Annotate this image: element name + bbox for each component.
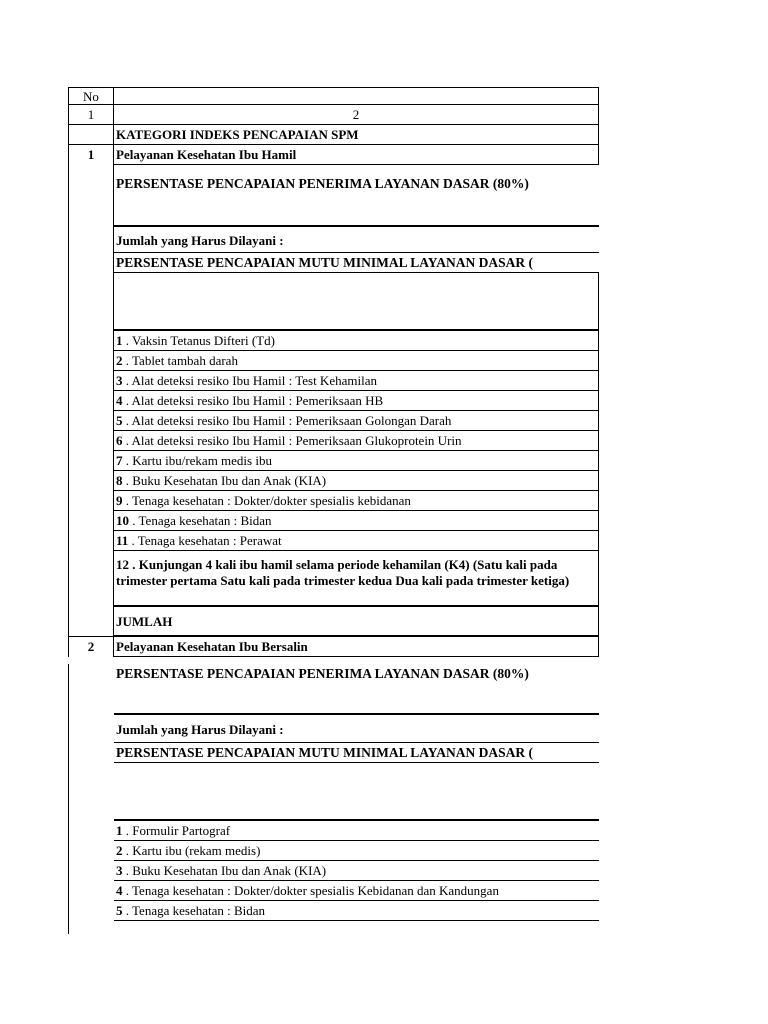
item-number: 7 — [116, 453, 123, 468]
section-1-jumlah-row — [68, 607, 599, 637]
section-1-item-12: 12 . Kunjungan 4 kali ibu hamil selama periode kehamilan (K4) (Satu kali pada trimester pertama Satu kali pada trimester kedua Dua kali pada trimester ketiga) — [114, 551, 599, 607]
list-item — [68, 391, 599, 411]
list-item — [68, 371, 599, 391]
section-1-jumlah-dilayani: Jumlah yang Harus Dilayani : — [114, 225, 599, 253]
section-1-blank-row — [68, 273, 599, 331]
item-text — [114, 511, 599, 531]
category-title: KATEGORI INDEKS PENCAPAIAN SPM — [114, 125, 599, 145]
item-number: 10 — [116, 513, 129, 528]
section-2-number: 2 — [68, 637, 114, 657]
item-label: . Buku Kesehatan Ibu dan Anak (KIA) — [122, 473, 327, 488]
item-text — [114, 351, 599, 371]
section-1-dasar-row — [68, 165, 599, 225]
spm-table — [68, 87, 599, 921]
section-2-jumlah-dilayani-row — [68, 713, 599, 743]
item-text — [114, 451, 599, 471]
section-1-number: 1 — [68, 145, 114, 165]
section-2-persentase-dasar: PERSENTASE PENCAPAIAN PENERIMA LAYANAN DASAR (80%) — [116, 666, 529, 681]
item-number: 1 — [116, 333, 123, 348]
item-text — [114, 331, 599, 351]
item-label: . Tenaga kesehatan : Bidan — [129, 513, 272, 528]
col-index-1: 1 — [68, 105, 114, 125]
item-label: . Tenaga kesehatan : Dokter/dokter spesialis kebidanan — [122, 493, 411, 508]
list-item — [68, 351, 599, 371]
item-number: 2 — [116, 843, 123, 858]
list-item — [68, 531, 599, 551]
section-2-persentase-mutu: PERSENTASE PENCAPAIAN MUTU MINIMAL LAYANAN DASAR ( — [114, 743, 599, 763]
item-label: . Alat deteksi resiko Ibu Hamil : Pemeriksaan Golongan Darah — [122, 413, 452, 428]
item-text — [114, 881, 599, 901]
section-1-title: Pelayanan Kesehatan Ibu Hamil — [114, 145, 599, 165]
blank-header — [114, 87, 599, 105]
list-item — [68, 331, 599, 351]
item-number: 1 — [116, 823, 123, 838]
section-1-title-row — [68, 145, 599, 165]
item-number: 5 — [116, 903, 123, 918]
section-2-dasar-row — [68, 657, 599, 713]
item-text — [114, 821, 599, 841]
section-1-jumlah-dilayani-row — [68, 225, 599, 253]
item-label: . Tenaga kesehatan : Dokter/dokter spesialis Kebidanan dan Kandungan — [122, 883, 499, 898]
item-label: . Tenaga kesehatan : Perawat — [128, 533, 282, 548]
item-label: . Buku Kesehatan Ibu dan Anak (KIA) — [122, 863, 327, 878]
list-item — [68, 471, 599, 491]
list-item — [68, 901, 599, 921]
section-2-title-row — [68, 637, 599, 657]
section-1-mutu-row — [68, 253, 599, 273]
header-row-no — [68, 87, 599, 105]
item-number: 2 — [116, 353, 123, 368]
section-2-blank-row — [68, 763, 599, 821]
item-number: 4 — [116, 883, 123, 898]
section-1-persentase-dasar: PERSENTASE PENCAPAIAN PENERIMA LAYANAN DASAR (80%) — [116, 176, 529, 191]
list-item — [68, 511, 599, 531]
item-text — [114, 471, 599, 491]
list-item — [68, 491, 599, 511]
item-text — [114, 391, 599, 411]
item-number: 3 — [116, 373, 123, 388]
list-item — [68, 841, 599, 861]
item-text — [114, 491, 599, 511]
item-text — [114, 901, 599, 921]
list-item — [68, 411, 599, 431]
item-number: 3 — [116, 863, 123, 878]
item-text — [114, 841, 599, 861]
section-2-items — [68, 821, 599, 921]
section-2-left-rule — [68, 664, 69, 934]
category-row — [68, 125, 599, 145]
section-2-title: Pelayanan Kesehatan Ibu Bersalin — [114, 637, 599, 657]
section-1-items — [68, 331, 599, 551]
header-row-index — [68, 105, 599, 125]
item-number: 6 — [116, 433, 123, 448]
item-label: . Alat deteksi resiko Ibu Hamil : Pemeriksaan HB — [122, 393, 384, 408]
item-number: 11 — [116, 533, 129, 548]
item-label: . Alat deteksi resiko Ibu Hamil : Test Kehamilan — [122, 373, 377, 388]
section-1-jumlah: JUMLAH — [114, 607, 599, 637]
item-number: 8 — [116, 473, 123, 488]
list-item — [68, 881, 599, 901]
list-item — [68, 861, 599, 881]
no-header: No — [68, 87, 114, 105]
section-2-jumlah-dilayani: Jumlah yang Harus Dilayani : — [114, 713, 599, 743]
item-text — [114, 371, 599, 391]
item-text — [114, 411, 599, 431]
item-label: . Tablet tambah darah — [122, 353, 238, 368]
list-item — [68, 431, 599, 451]
item-text — [114, 431, 599, 451]
item-label: . Alat deteksi resiko Ibu Hamil : Pemeriksaan Glukoprotein Urin — [122, 433, 462, 448]
section-1-persentase-mutu: PERSENTASE PENCAPAIAN MUTU MINIMAL LAYANAN DASAR ( — [114, 253, 599, 273]
section-1-item-12-row — [68, 551, 599, 607]
item-label: . Kartu ibu/rekam medis ibu — [122, 453, 272, 468]
col-index-2: 2 — [114, 105, 599, 125]
list-item — [68, 821, 599, 841]
item-number: 5 — [116, 413, 123, 428]
section-2-mutu-row — [68, 743, 599, 763]
item-text — [114, 531, 599, 551]
list-item — [68, 451, 599, 471]
item-label: . Formulir Partograf — [122, 823, 231, 838]
item-label: . Tenaga kesehatan : Bidan — [122, 903, 266, 918]
item-label: . Vaksin Tetanus Difteri (Td) — [122, 333, 275, 348]
item-text — [114, 861, 599, 881]
item-number: 9 — [116, 493, 123, 508]
item-number: 4 — [116, 393, 123, 408]
item-label: . Kartu ibu (rekam medis) — [122, 843, 261, 858]
